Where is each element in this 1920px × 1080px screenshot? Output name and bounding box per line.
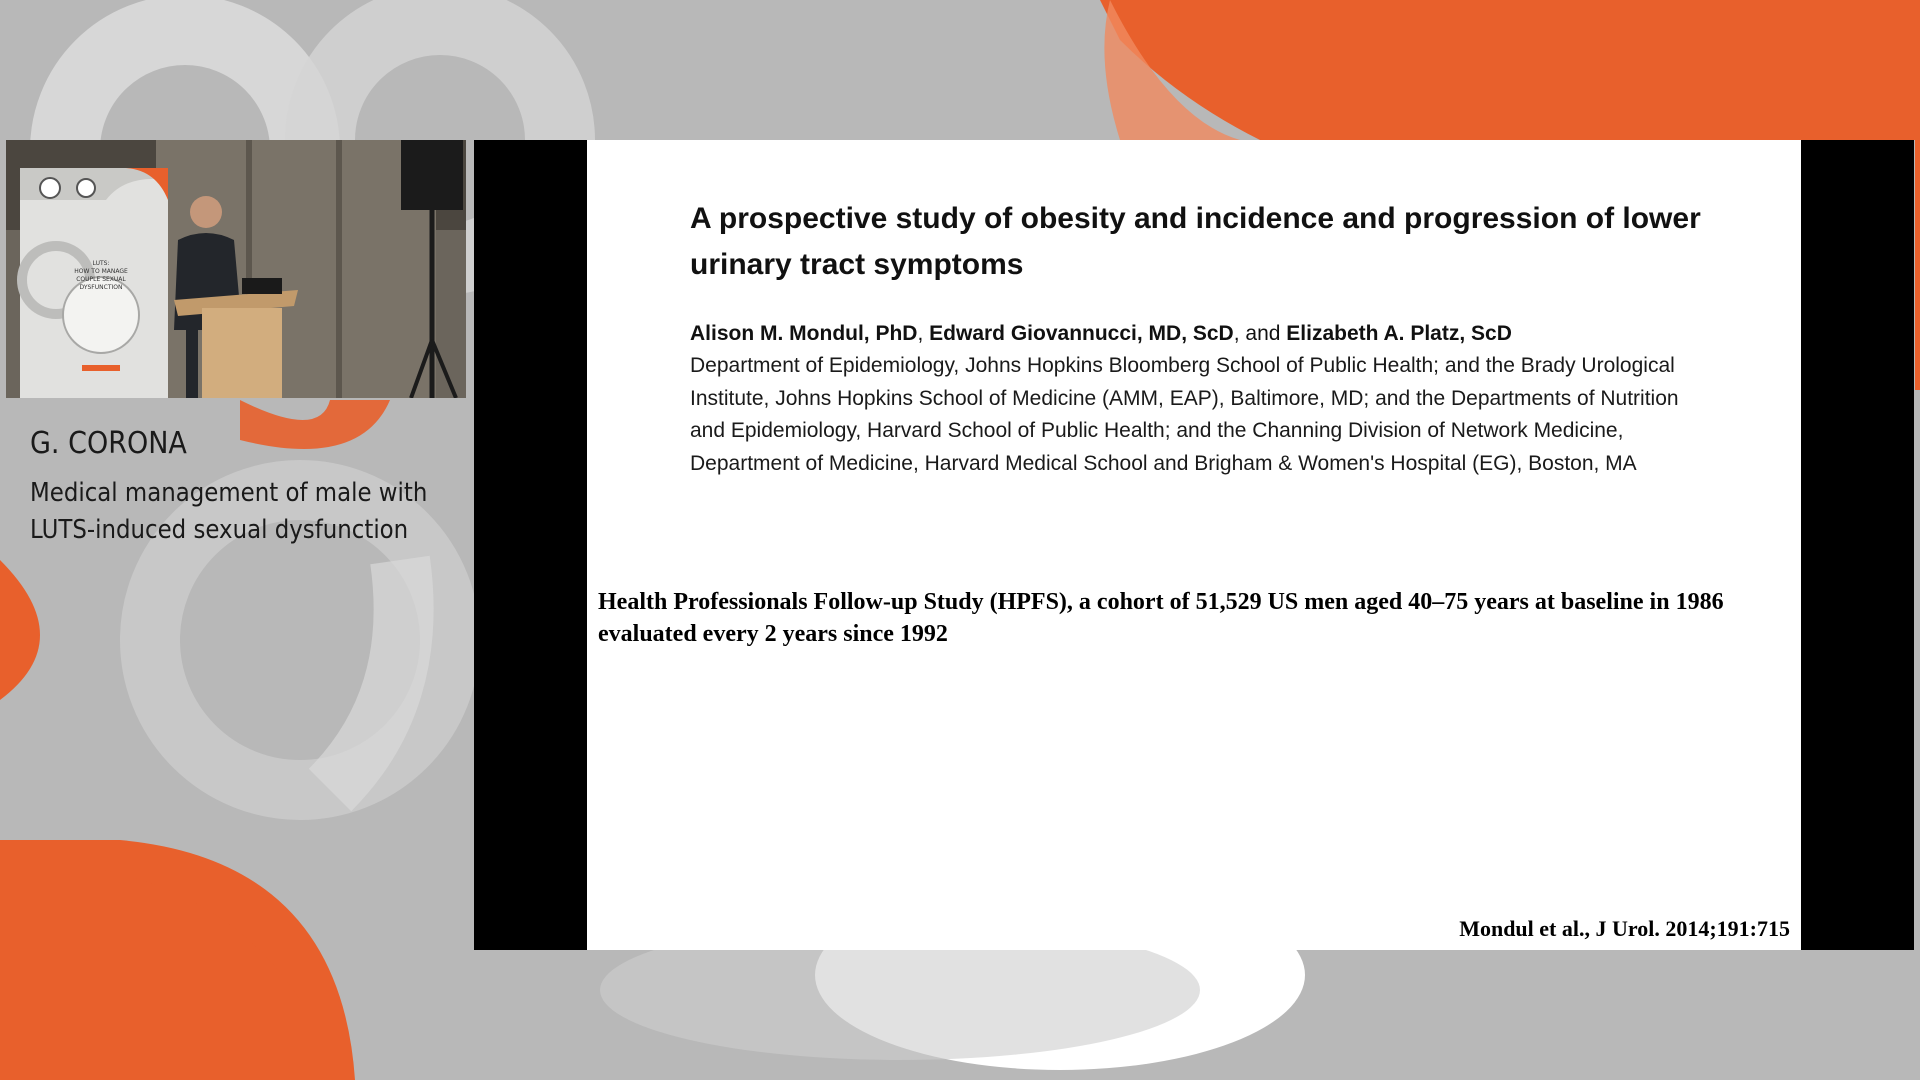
speaker-name: G. CORONA — [30, 426, 187, 461]
speaker-webcam-feed — [6, 140, 466, 398]
talk-title: Medical management of male with LUTS-induced sexual dysfunction — [30, 478, 428, 545]
author-1: Alison M. Mondul, PhD — [690, 322, 918, 345]
study-description: Health Professionals Follow-up Study (HPFS), a cohort of 51,529 US men aged 40–75 years at baseline in 1986 evaluated every 2 years since 1992 — [598, 589, 1724, 647]
poster-line-4: DYSFUNCTION — [79, 284, 123, 291]
webcam-image — [6, 140, 466, 398]
speaker-info — [30, 426, 450, 549]
poster-line-3: COUPLE SEXUAL — [76, 276, 126, 283]
author-affiliations: Department of Epidemiology, Johns Hopkins Bloomberg School of Public Health; and the Brady Urological Institute, Johns Hopkins School of Medicine (AMM, EAP), Baltimore, MD; and the Departments of Nutrition and Epidemiology, Harvard School of Public Health; and the Channing Division of Network Medicine, Department of Medicine, Harvard Medical School and Brigham & Women's Hospital (EG), Boston, MA — [690, 354, 1679, 475]
author-2: Edward Giovannucci, MD, ScD — [929, 322, 1234, 345]
citation: Mondul et al., J Urol. 2014;191:715 — [1459, 916, 1790, 941]
paper-title: A prospective study of obesity and incidence and progression of lower urinary tract symptoms — [690, 202, 1701, 281]
poster-line-1: LUTS: — [92, 260, 110, 267]
author-3: Elizabeth A. Platz, ScD — [1286, 322, 1512, 345]
slide — [587, 140, 1801, 950]
slide-frame — [474, 140, 1914, 950]
poster-line-2: HOW TO MANAGE — [74, 268, 128, 275]
author-separator-1: , — [917, 322, 930, 345]
author-separator-2: , and — [1233, 322, 1287, 345]
author-list — [690, 318, 1770, 350]
